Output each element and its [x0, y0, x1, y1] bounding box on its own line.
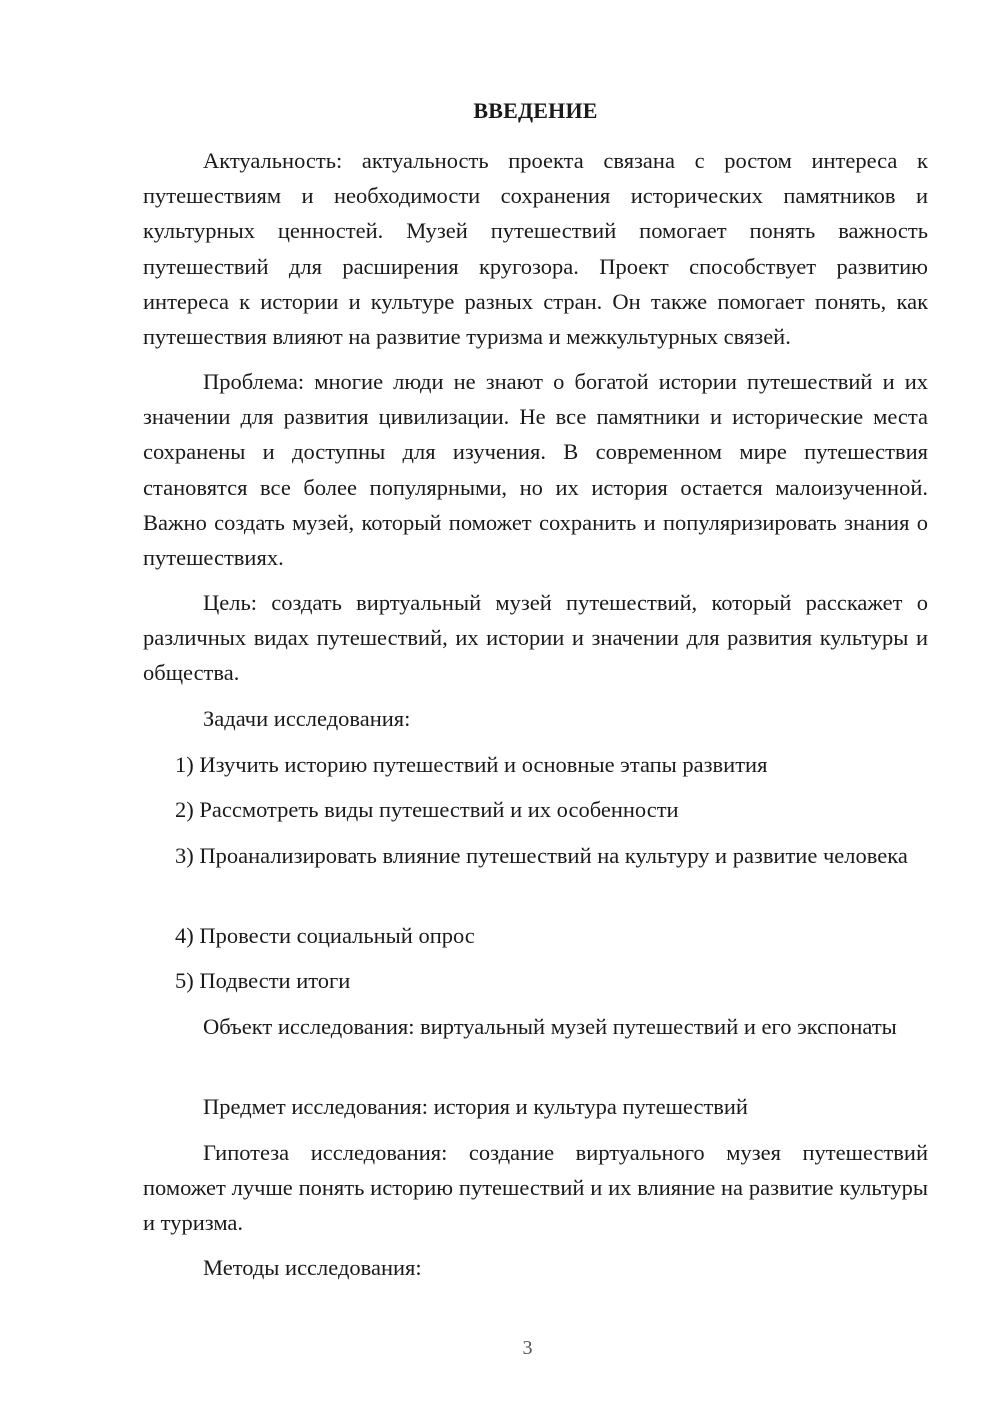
page-number: 3: [522, 1337, 533, 1359]
task-item-4: 4) Провести социальный опрос: [175, 923, 475, 948]
tasks-heading: Задачи исследования:: [203, 706, 411, 731]
problem-paragraph: Проблема: многие люди не знают о богатой истории путешествий и их значении для развития цивилизации. Не все памятники и исторические места сохранены и доступны для изучения. В современном мире путешествия становятся все более популярными, но их история остается малоизученной. Важно создать музей, который поможет сохранить и популяризировать знания о путешествиях.: [143, 369, 928, 571]
task-item-2: 2) Рассмотреть виды путешествий и их особенности: [175, 797, 679, 822]
document-page: [143, 0, 928, 1414]
hypothesis-paragraph: Гипотеза исследования: создание виртуального музея путешествий поможет лучше понять историю путешествий и их влияние на развитие культуры и туризма.: [143, 1140, 928, 1236]
task-item-5: 5) Подвести итоги: [175, 968, 351, 993]
subject-paragraph: Предмет исследования: история и культура путешествий: [203, 1094, 748, 1119]
methods-heading: Методы исследования:: [203, 1255, 422, 1280]
page-title: ВВЕДЕНИЕ: [473, 98, 598, 123]
task-item-1: 1) Изучить историю путешествий и основные этапы развития: [175, 752, 768, 777]
object-paragraph: Объект исследования: виртуальный музей путешествий и его экспонаты: [203, 1014, 897, 1039]
goal-paragraph: Цель: создать виртуальный музей путешествий, который расскажет о различных видах путешествий, их истории и значении для развития культуры и общества.: [143, 590, 928, 686]
relevance-paragraph: Актуальность: актуальность проекта связана с ростом интереса к путешествиям и необходимости сохранения исторических памятников и культурных ценностей. Музей путешествий помогает понять важность путешествий для расширения кругозора. Проект способствует развитию интереса к истории и культуре разных стран. Он также помогает понять, как путешествия влияют на развитие туризма и межкультурных связей.: [143, 148, 928, 350]
task-item-3: 3) Проанализировать влияние путешествий на культуру и развитие человека: [175, 843, 908, 868]
